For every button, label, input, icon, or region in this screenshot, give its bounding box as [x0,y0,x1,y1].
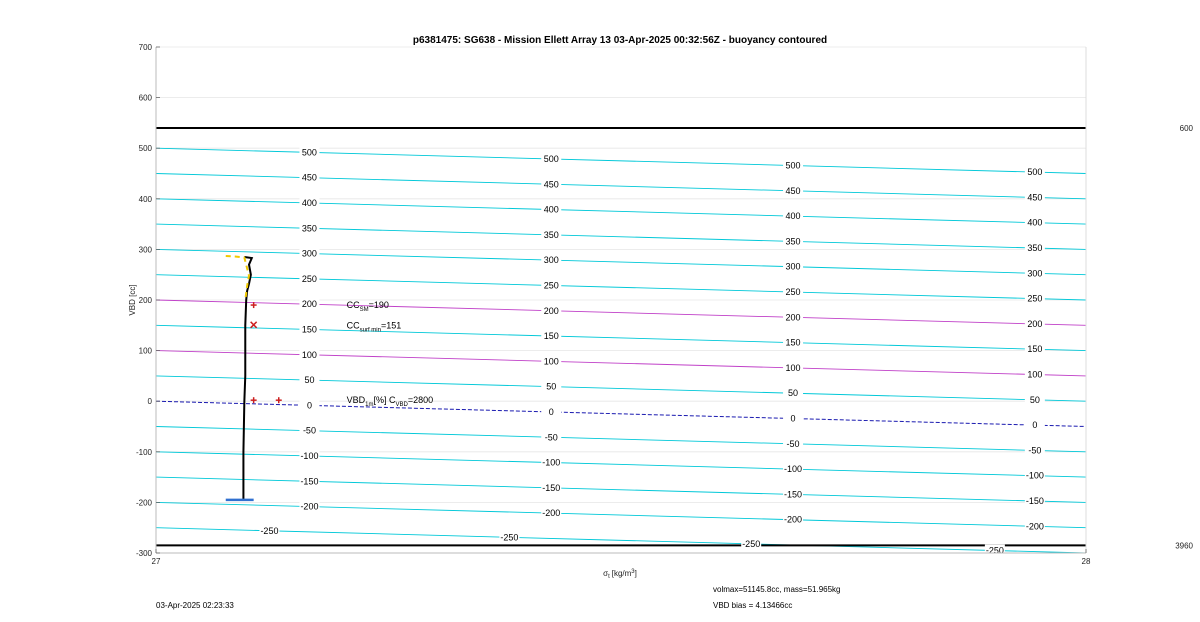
contour-label--150-0: -150 [300,476,319,487]
contour-label--150-2: -150 [784,489,803,500]
contour-label-350-2: 350 [785,236,801,247]
contour-line-350 [156,224,1086,249]
y-tick-label-400: 400 [138,194,152,204]
x-axis-label-unit: [kg/m [611,569,632,578]
x-tick-label-28: 28 [1081,557,1091,566]
contour-label-500-3: 500 [1027,167,1043,178]
contour-line-450 [156,174,1086,199]
contour-label--150-1: -150 [542,482,561,493]
y-tick-label-100: 100 [138,346,152,356]
x-axis-label-sub: t [608,574,610,580]
contour-label--200-0: -200 [300,501,319,512]
contour-label--100-0: -100 [300,450,319,461]
contour-line-50 [156,376,1086,401]
axes [136,43,1091,566]
contour-label-250-1: 250 [543,280,559,291]
contour-label-250-2: 250 [785,287,801,298]
y-tick-label--300: -300 [135,549,152,558]
x-tick-label-27: 27 [151,557,161,566]
contour-label-0-2: 0 [790,413,796,424]
x-axis-label-close: ] [634,569,637,578]
y-tick-label-500: 500 [138,144,152,154]
contour-label-300-2: 300 [785,261,801,272]
contour-label-50-2: 50 [788,388,799,399]
y-tick-label-700: 700 [138,43,152,52]
contour-label--250-0: -250 [260,525,279,536]
contour-label-350-1: 350 [543,229,559,240]
y-tick-label-0: 0 [147,397,152,407]
x-axis-label [603,569,637,580]
profile-trace-yellow [226,256,249,300]
contour-label-150-1: 150 [543,331,559,342]
contour-label-400-1: 400 [543,204,559,215]
contour-label--100-3: -100 [1025,470,1044,481]
contour-label-200-1: 200 [543,305,559,316]
contour-line-0 [156,401,1086,426]
contour-line--200 [156,502,1086,527]
contour-line-250 [156,275,1086,300]
contour-label-500-2: 500 [785,160,801,171]
markers [251,302,282,403]
contour-label-50-1: 50 [546,381,557,392]
contour-line-300 [156,249,1086,274]
contour-label-150-3: 150 [1027,344,1043,355]
contour-line-400 [156,199,1086,224]
contour-label--150-3: -150 [1025,496,1044,507]
contour-label-100-2: 100 [785,362,801,373]
contour-label--250-3: -250 [985,545,1004,556]
contour-label-0-1: 0 [548,406,554,417]
contour-label--200-2: -200 [784,514,803,525]
contour-label--50-2: -50 [786,438,800,449]
y-tick-label-300: 300 [138,245,152,255]
y-tick-label-200: 200 [138,296,152,305]
contour-label-450-1: 450 [543,179,559,190]
contour-label-500-0: 500 [301,147,317,158]
contour-line-200 [156,300,1086,325]
contour-label-200-0: 200 [301,299,317,310]
x-axis-label-sup: 3 [631,569,635,575]
contour-label-100-1: 100 [543,356,559,367]
contour-line--150 [156,477,1086,502]
contour-label--100-2: -100 [784,464,803,475]
chart-title: p6381475: SG638 - Mission Ellett Array 13 03-Apr-2025 00:32:56Z - buoyancy contoured [412,35,828,46]
footer-volmax: volmax=51145.8cc, mass=51.965kg [713,585,841,594]
contour-label-100-3: 100 [1027,369,1043,380]
contour-label-250-3: 250 [1027,293,1043,304]
contour-label-450-0: 450 [301,172,317,183]
contour-label-50-3: 50 [1029,394,1040,405]
y-tick-label--100: -100 [135,447,152,457]
contour-label-350-0: 350 [301,223,317,234]
contour-line-150 [156,325,1086,350]
contour-label--200-1: -200 [542,508,561,519]
grid [156,47,1086,553]
contour-label-150-2: 150 [785,337,801,348]
contour-label--100-1: -100 [542,457,561,468]
contour-label-300-1: 300 [543,255,559,266]
contour-label-100-0: 100 [301,349,317,360]
contour-label-300-3: 300 [1027,268,1043,279]
y-tick-label--200: -200 [135,498,152,508]
contour-line-500 [156,148,1086,173]
contour-label-400-0: 400 [301,197,317,208]
annotations [347,300,434,408]
contour-label-350-3: 350 [1027,243,1043,254]
contour-label-150-0: 150 [301,324,317,335]
contour-line--100 [156,452,1086,477]
contour-label--50-0: -50 [302,425,316,436]
contour-line-100 [156,351,1086,376]
annotation-2: $VBD_{1m}[\%]$ $C_{VBD}=2800$ [346,395,434,409]
contour-label--250-2: -250 [742,538,761,549]
contour-line--50 [156,427,1086,452]
contour-label-500-1: 500 [543,153,559,164]
footer-date: 03-Apr-2025 02:23:33 [156,601,234,610]
contour-label--200-3: -200 [1025,521,1044,532]
y-axis-label: VBD [cc] [128,284,137,316]
annotation-0: $CC_{SM}=190$ [346,300,389,314]
y-tick-label-600: 600 [138,93,152,103]
contour-label-400-2: 400 [785,211,801,222]
limit-line-label-1: 3960 [1175,541,1193,551]
contour-label-250-0: 250 [301,273,317,284]
contour-label-0-0: 0 [306,400,312,411]
limit-line-label-0: 600 [1179,123,1193,133]
x-axis-label-main: σ [603,569,609,578]
contour-label--50-3: -50 [1028,445,1042,456]
contour-label-400-3: 400 [1027,217,1043,228]
contour-label--50-1: -50 [544,432,558,443]
contour-label-0-3: 0 [1032,420,1038,431]
contour-label-50-0: 50 [304,375,315,386]
contour-label-200-2: 200 [785,312,801,323]
annotation-1: $CC_{surf min}=151$ [346,320,402,334]
footer-vbd-bias: VBD bias = 4.13466cc [713,601,793,610]
contour-label-300-0: 300 [301,248,317,259]
contour-label-450-3: 450 [1027,192,1043,203]
contour-label-450-2: 450 [785,185,801,196]
contour-label--250-1: -250 [500,532,519,543]
contour-label-200-3: 200 [1027,318,1043,329]
